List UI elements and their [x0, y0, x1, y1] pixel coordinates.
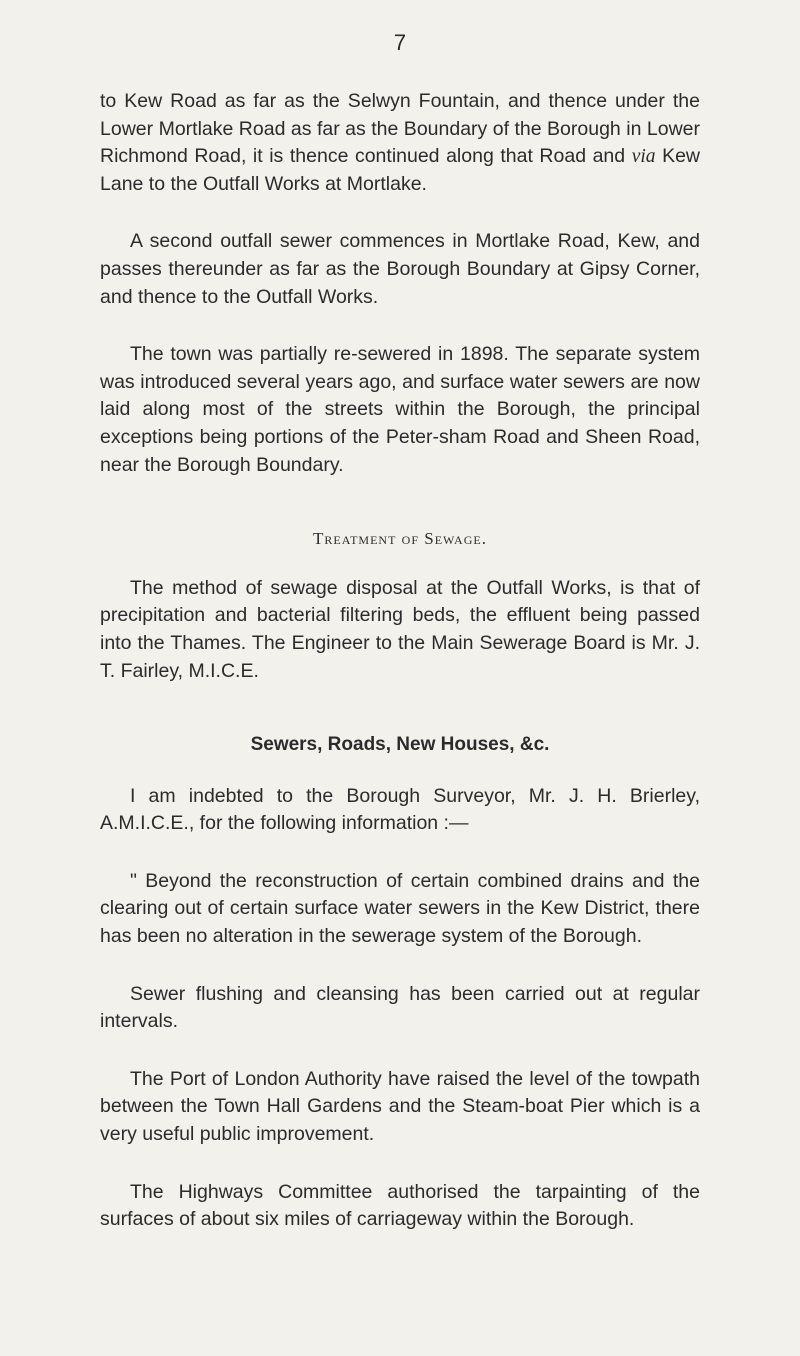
paragraph-sewer-route — [100, 88, 700, 198]
heading-sewers-roads: Sewers, Roads, New Houses, &c. — [250, 734, 550, 756]
paragraph-text-end: Kew Lane to the Outfall Works at Mortlake. — [100, 145, 701, 195]
paragraph-towpath: The Port of London Authority have raised the level of the towpath between the Town Hall Gardens and the Steam-boat Pier which is a very useful public improvement. — [100, 1067, 700, 1146]
paragraph-indebted: I am indebted to the Borough Surveyor, Mr. J. H. Brierley, A.M.I.C.E., for the following information :— — [100, 784, 700, 835]
page-body — [100, 88, 700, 1234]
paragraph-reconstruction: " Beyond the reconstruction of certain combined drains and the clearing out of certain surface water sewers in the Kew District, there has been no alteration in the sewerage system of the Borough. — [100, 869, 700, 948]
paragraph-tarpainting: The Highways Committee authorised the tarpainting of the surfaces of about six miles of carriageway within the Borough. — [100, 1180, 700, 1231]
paragraph-sewage-disposal: The method of sewage disposal at the Outfall Works, is that of precipitation and bacterial filtering beds, the effluent being passed into the Thames. The Engineer to the Main Sewerage Board is Mr. J. T. Fairley, M.I.C.E. — [100, 576, 700, 682]
page-number: 7 — [393, 30, 407, 55]
paragraph-resewered: The town was partially re-sewered in 1898. The separate system was introduced several years ago, and surface water sewers are now laid along most of the streets within the Borough, the principal exceptions being portions of the Peter-sham Road and Sheen Road, near the Borough Boundary. — [100, 343, 700, 476]
paragraph-second-outfall: A second outfall sewer commences in Mortlake Road, Kew, and passes thereunder as far as the Borough Boundary at Gipsy Corner, and thence to the Outfall Works. — [100, 230, 700, 308]
italic-word: via — [631, 146, 656, 168]
paragraph-flushing: Sewer flushing and cleansing has been carried out at regular intervals. — [100, 982, 700, 1033]
heading-treatment-of-sewage: Treatment of Sewage. — [313, 529, 487, 549]
paragraph-text: to Kew Road as far as the Selwyn Fountain, and thence under the Lower Mortlake Road as far as the Boundary of the Borough in Lower Richmond Road, it is thence continued along that Road and — [100, 90, 700, 168]
